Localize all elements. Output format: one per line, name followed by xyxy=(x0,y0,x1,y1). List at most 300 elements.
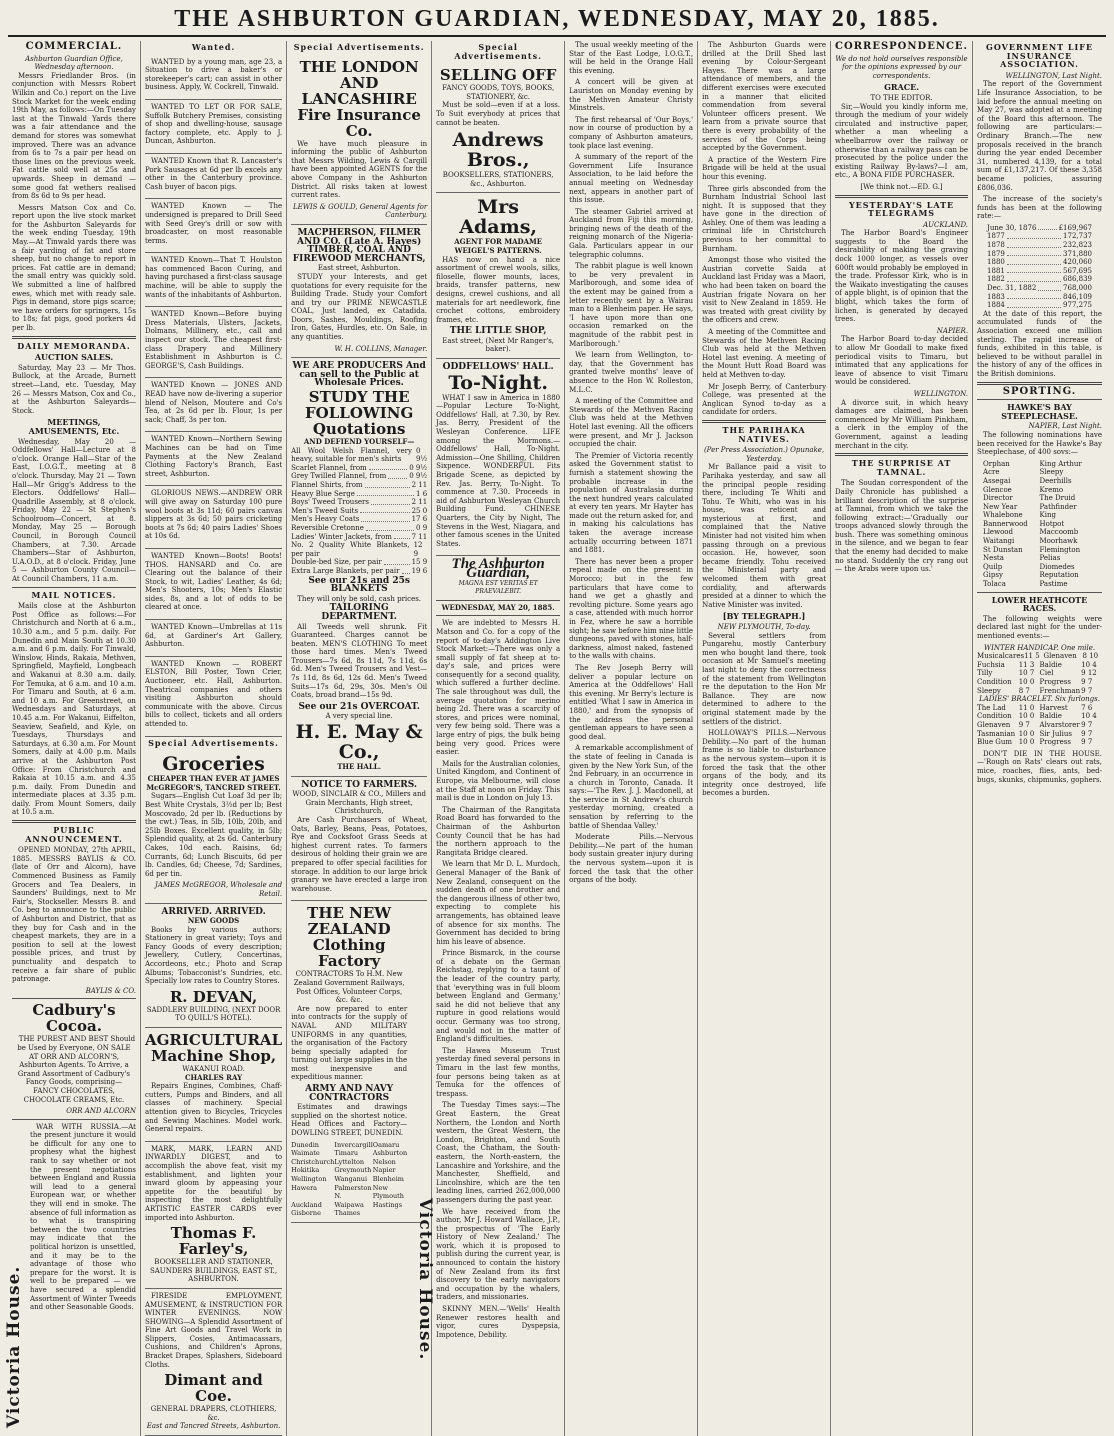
groceries-body: Sugars—English Cut Loaf 3d per lb; Best White Crystals, 3½d per lb; Best Moscovado, 2d per lb. (Reductions by the cwt.) Teas, in 5lb, 10lb, 20lb, and 25lb Boxes. Excellent quality, in 5lb; Splendid quality, at 2s 6d. Canterbury Cakes, 10d each. Raisins, 6d; Currants, 6d; Lunch Biscuits, 6d per lb. Candles, 6d; Cheese, 7d; Sardines, 6d per tin. xyxy=(144,792,283,878)
late-place: NAPIER. xyxy=(936,326,969,335)
editorial-paragraph: We have received from the author, Mr J. Howard Wallace, J.P., the prospectus of 'The Early History of New Zealand.' The work, which it is proposed to publish during the current year, is announced to contain the history of New Zealand from its first discovery to the early navigators and occupation by the whalers, traders, and missionaries. xyxy=(436,1207,561,1302)
groceries-title: Groceries xyxy=(162,753,265,776)
divider xyxy=(12,1119,136,1120)
funds-date: Dec. 31, 1882 xyxy=(987,284,1037,293)
wanted-ad-text: WANTED Known—That T. Houlston has commenced Bacon Curing, and having purchased a first-class sausage machine, will be able to supply the wants of the inhabitants of Ashburton. xyxy=(144,256,283,299)
editorial-paragraph: We are indebted to Messrs H. Matson and Co. for a copy of the report of to-day's Addington Live Stock Market:—There was only a small supply of fat sheep at to-day's sale, and prices were consequently for a second quality, which suffered a further decline. The sale throughout was dull, the average quotation for merino being 2d. There was a scarcity of stores, and prices were nominal, very few being sold. There was a large entry of pigs, the bulk being being very good. Prices were easier. xyxy=(436,619,561,757)
columns xyxy=(4,41,1106,1431)
editorial-paragraph: SKINNY MEN.—'Wells' Health Renewer restores health and vigor, cures Dyspepsia, Impotence, Debility. xyxy=(436,1305,561,1339)
meetings-title: MEETINGS, AMUSEMENTS, Etc. xyxy=(28,417,120,436)
army-title: ARMY AND NAVY CONTRACTORS xyxy=(305,1084,394,1103)
editorial-paragraph: Mails for the Australian colonies, United Kingdom, and Continent of Europe, via Melbourne, will close at the Staff at noon on Friday. This mail is due in London on July 13. xyxy=(436,759,561,803)
shop-name: THE LITTLE SHOP, xyxy=(449,326,547,337)
arrived-sub: NEW GOODS xyxy=(187,916,240,926)
late-body: The Harbor Board to-day decided to allow Mr Goodall to make fixed periodical visits to Timaru, but intimated that any applications for leave of absence to visit Timaru would be considered. xyxy=(835,335,969,387)
funds-row xyxy=(987,267,1092,276)
adams-body: HAS now on hand a nice assortment of crewel wools, silks, filoselle, flower mounts, laces, braids, transfer patterns, new designs, crewel cushions, and all materials for art needlework, fine crochet cottons, embroidery frames, etc. xyxy=(436,255,561,324)
parihaka-body: Mr Ballance paid a visit to Parihaka yesterday, and saw all the principal people residing there, including Te Whiti and Tohu. Te Whiti, who was in his house, was reticent and mysterious at first, and complained that the Native Minister had not visited him when passing through on a previous occasion. He, however, soon became friendly. Tohu received the Ministerial party and welcomed them with great cordiality, and afterwards presided at a dinner to which the Native Minister was invited. xyxy=(702,463,827,609)
news-paragraph: The Rev Joseph Berry will deliver a popular lecture on America at the Oddfellows' Hall this evening. Mr Berry's lecture is entitled 'What I saw in America in 1880,' and from the synopsis of the address the personal gentleman appears to have seen a good deal. xyxy=(569,663,694,741)
mail-body: Mails close at the Ashburton Post Office as follows:—For Christchurch and North at 6 a.m., 10.30 a.m., and 5 p.m. daily. For Dunedin and Main South at 10.30 a.m. and 6 p.m. daily. For Tinwald, Winslow, Hinds, Rakaia, Methven, Springfield, Mayfield, Longbeach and Wakanui at 8.30 a.m. daily. For Temuka, at 6 a.m. and 10 a.m. For Timaru and South, at 6 a.m. and 10 a.m. For Greenstreet, on Wednesdays and Saturdays, at 10.45 a.m. For Wakanui, Eiffelton, Seaview, Seafield, and Kyle, on Tuesdays, Thursdays and Saturdays, at 6.30 a.m. For Mount Somers, daily at 4.00 p.m. Mails arrive at the Ashburton Post Office: From Christchurch and Rakaia at 10.15 a.m. and 4.35 p.m. daily. From Dunedin and intermediate places at 3.35 p.m. daily. From Mount Somers, daily at 10.5 a.m. xyxy=(12,602,136,817)
editorial-paragraph: The Tuesday Times says:—The Great Eastern, the Great Northern, the London and North western, the Great Western, the London, Brighton, and South Coast, the Chatham, the South-eastern, the North-eastern, the Lancashire and Yorkshire, and the Manchester, Sheffield, and Lincolnshire, which are the ten leading lines, carried 262,000,000 passengers during the past year. xyxy=(436,1101,561,1204)
funds-row xyxy=(987,301,1092,310)
horse-weight: 9 7 xyxy=(1081,720,1093,729)
branch-name: Gisborne xyxy=(291,1209,321,1218)
quotation-price: 19 6 xyxy=(411,566,428,575)
paper-motto: MAGNA EST VERITAS ET PRAEVALEBIT. xyxy=(458,579,538,596)
dimant-sub: GENERAL DRAPERS, CLOTHIERS, &c. xyxy=(150,1405,277,1422)
quotation-price: 15 9 xyxy=(411,558,428,567)
quotation-price: 0 9½ xyxy=(409,472,428,481)
wanted-ad xyxy=(145,549,282,620)
branch-name: Hawera xyxy=(291,1183,318,1192)
fire-sign: LEWIS & GOULD, General Agents for Canterbury. xyxy=(292,202,428,220)
timber-body: STUDY your Interests, and get quotations for every requisite for the Building Trade. Study your Comfort and try our PRIME NEWCASTLE COAL, Just landed, ex Catadida. Doors, Sashes, Mouldings, Roofing Iron, Gates, Hurdles, etc. On Sale, in any quantities. xyxy=(291,272,428,342)
funds-date: June 30, 1876 xyxy=(987,223,1037,232)
special-title: Special Advertisements. xyxy=(293,42,425,52)
nomination-name: Gipsy xyxy=(983,571,1003,580)
quotation-item: Men's Tweed Suits xyxy=(291,506,359,515)
timber-sign: W. H. COLLINS, Manager. xyxy=(334,344,428,353)
news-paragraph: A meeting of the Committee and Stewards of the Methven Racing Club was held at the Methven Hotel last evening. A meeting of the Mount Hutt Road Board was held at Methven to-day. xyxy=(702,328,827,379)
hawkes-nominations xyxy=(977,460,1102,589)
late-body: A divorce suit, in which heavy damages are claimed, has been commenced by Mr William Pinkham, a clerk in the employ of the Government, against a leading merchant in the city. xyxy=(835,398,969,450)
dimant-addr: East and Tancred Streets, Ashburton. xyxy=(146,1422,281,1431)
nomination-name: Diomedes xyxy=(1039,562,1075,571)
correspondence-body: Sir,—Would you kindly inform me, through the medium of your widely circulated and instructive paper, whether a man wheeling a wheelbarrow over the railway or otherwise than a railway pass can be prosecuted by the police under the existing Railway By-laws?—I am, etc., A BONA FIDE PURCHASER. xyxy=(835,102,969,180)
horse-name: Baldie xyxy=(1039,712,1062,721)
mail-title: MAIL NOTICES. xyxy=(31,589,117,600)
victoria-house-vertical: Victoria House. xyxy=(415,1198,436,1361)
funds-row xyxy=(987,258,1092,267)
column-7 xyxy=(831,41,973,1436)
weight-row xyxy=(977,704,1102,713)
news-paragraph: Moderate Pills.—Nervous Debility.—Ne part of the human body sustain greater injury during the nervous system—upon it is forced the task that the other organs of the body. xyxy=(569,833,694,885)
quotation-item: Reversible Cretonne xyxy=(291,523,364,532)
farmers-title: NOTICE TO FARMERS. xyxy=(301,779,418,790)
news-paragraph: A practice of the Western Fire Brigade will be held at the usual hour this evening. xyxy=(702,155,827,181)
column-2 xyxy=(141,41,287,1436)
horse-name: Fuchsia xyxy=(977,660,1005,669)
devan-title: R. DEVAN, xyxy=(169,987,258,1006)
quotation-price: 12 9 xyxy=(413,541,423,558)
nomination-name: Pathfinder xyxy=(1039,502,1077,511)
funds-amount: 567,695 xyxy=(1063,266,1092,275)
branch-name: Nelson xyxy=(372,1157,396,1166)
commercial-body-2: Messrs Matson Cox and Co. report upon the live stock market for the Ashburton Saleyards for the week ending Tuesday, 19th May.—At Tinwald yards there was a fair yarding of fat and store sheep, but no change to report in prices. Fat cattle are in demand; the small entry was quickly sold. We submitted a line of halfbred ewes, which met with ready sale. Pigs in demand, store pigs scarce; we have orders for springers, 15s to 18s; fat pigs, good porkers 4d per lb. xyxy=(12,203,136,332)
paper-date: WEDNESDAY, MAY 20, 1885. xyxy=(441,602,555,612)
adams-title: Mrs Adams, xyxy=(459,196,538,239)
news-paragraph: Three girls absconded from the Burnham Industrial School last night. It is supposed that they have gone in the direction of Ashley. One of them was leading a criminal life in Christchurch previous to her committal to Burnham. xyxy=(702,184,827,253)
wanted-ad-text: WANTED TO LET OR FOR SALE, Suffolk Butchery Premises, consisting of shop and dwelling-house, sausage factory complete, etc. Apply to J. Duncan, Ashburton. xyxy=(144,102,283,146)
column-1 xyxy=(4,41,141,1436)
timber-sub: East street, Ashburton. xyxy=(317,264,401,273)
divider xyxy=(436,615,560,616)
divider xyxy=(436,600,560,601)
telegraph-title: [BY TELEGRAPH.] xyxy=(722,611,806,622)
news-paragraph: The rabbit plague is well known to be very prevalent in Marlborough, and some idea of the extent may be gained from a letter recently sent by a Wairau man to a Blenheim paper. He says, 'I have upon more than one occasion remarked on the magnitude of the rabbit pest in Marlborough.' xyxy=(569,262,694,348)
quotation-row xyxy=(291,558,427,567)
news-paragraph: Amongst those who visited the Austrian corvette Saida at Auckland last Friday was a Maori, who had been taken on board the Austrian frigate Novara on her visit to New Zealand in 1859. He was treated with great civility by the officers and crew. xyxy=(702,256,827,325)
selling-sub: FANCY GOODS, TOYS, BOOKS, STATIONERY, &c. xyxy=(442,84,555,101)
branch-name: Hokitika xyxy=(291,1166,320,1175)
weight-row xyxy=(977,669,1102,678)
nomination-name: Bannerwood xyxy=(983,519,1028,528)
nomination-name: St Dunstan xyxy=(983,545,1023,554)
quotation-price: 25 0 xyxy=(411,506,428,515)
tailoring-body: All Tweeds well shrunk. Fit Guaranteed. Charges cannot be beaten. MEN'S CLOTHING To meet those hard times. Men's Tweed Trousers—7s 6d, 8s 11d, 7s 11d, 6s 6d. Men's Tweed Trousers and Vest—7s 11d, 8s 6d, 12s 6d. Men's Tweed Suits—17s 6d, 29s, 30s. Men's Oil Coats, broad brand—15s 9d. xyxy=(291,622,428,700)
horse-name: Musicalcares xyxy=(977,652,1025,661)
may-sub: THE HALL. xyxy=(337,762,382,772)
weight-row xyxy=(977,721,1102,730)
branch-name: Oamaru xyxy=(372,1140,400,1149)
war-body: WAR WITH RUSSIA.—At the present juncture it would be difficult for any one to prophesy what the highest rank to say whether or not the present negotiations between England and Russia will lead to a general European war, or whether they will end in smoke. The absence of full information as to what is transpiring between the two countries may indicate that the political horizon is unsettled, and it may be to the advantage of those who prepare for the worst. It is well to be prepared — we have secured a splendid Assortment of Winter Tweeds and other Seasonable Goods. xyxy=(30,1122,136,1312)
weight-row xyxy=(977,687,1102,696)
leader-dots xyxy=(1007,258,1061,265)
leader-dots xyxy=(1007,275,1061,282)
branch-list xyxy=(291,1141,407,1218)
quotation-item: Flannel Shirts, from xyxy=(291,481,363,489)
weight-row xyxy=(977,712,1102,721)
devan-sub: SADDLERY BUILDING, (NEXT DOOR TO QUILL'S HOTEL). xyxy=(146,1005,281,1023)
nomination-name: Waitangi xyxy=(983,537,1015,546)
govt-body-2: At the date of this report, the accumulated funds of the Association exceed one million sterling. The rapid increase of funds, exhibited in this table, is believed to be without parallel in the history of any of the offices in the British dominions. xyxy=(977,309,1102,378)
correspondence-title: CORRESPONDENCE. xyxy=(835,41,969,52)
wanted-ad-text: WANTED Known—Umbrellas at 11s 6d, at Gardiner's Art Gallery, Ashburton. xyxy=(144,623,283,649)
horse-name: Glenaven xyxy=(1043,652,1077,661)
nomination-name: New Year xyxy=(983,502,1018,511)
branch-name: Greymouth xyxy=(334,1166,372,1175)
horse-weight: 9 7 xyxy=(1081,738,1093,747)
quotation-row xyxy=(291,464,427,473)
late-place: WELLINGTON. xyxy=(913,389,969,398)
memoranda-title: DAILY MEMORANDA. xyxy=(17,340,131,351)
quotation-row xyxy=(291,472,427,481)
nomination-name: King Arthur xyxy=(1039,459,1082,468)
funds-amount: 977,275 xyxy=(1063,301,1092,310)
leader-dots xyxy=(1038,224,1056,231)
nomination-name: Sleepy xyxy=(1039,468,1064,477)
news-paragraph: There has never been a proper repeal made on the present in Morocco; but in the few particulars that have come to hand we get a ghastly and revolting picture. Some years ago a case, attended with much horror in Fez, where he saw a horrible sight; he saw before him nine little dungeons, paved with stones, half-darkness, almost naked, fastened to the walls with chains. xyxy=(569,557,694,661)
leader-dots xyxy=(384,558,410,565)
quotation-item: Boys' Tweed Trousers xyxy=(291,498,369,507)
leader-dots xyxy=(1007,293,1061,300)
leader-dots xyxy=(394,533,410,540)
govt-table-head: The increase of the society's funds has been at the following rate:— xyxy=(977,195,1102,221)
masthead-title: THE ASHBURTON GUARDIAN, WEDNESDAY, MAY 20, 1885. xyxy=(174,6,940,32)
public-sign: BAYLIS & CO. xyxy=(85,986,136,995)
nomination-name: Whalebone xyxy=(983,511,1023,520)
tailoring-title: TAILORING DEPARTMENT. xyxy=(321,603,397,622)
lower-body: The following weights were declared last night for the under-mentioned events:— xyxy=(977,614,1102,640)
news-paragraph: The usual weekly meeting of the Star of the East Lodge, I.O.G.T., will be held in the Orange Hall this evening. xyxy=(569,41,694,75)
horse-name: Tilly xyxy=(977,669,993,678)
quotation-item: No. 2 Quality White Blankets, per pair xyxy=(291,541,410,558)
wanted-ad xyxy=(145,620,282,657)
correspondence-head: GRACE. xyxy=(884,82,919,93)
leader-dots xyxy=(365,481,410,488)
wanted-ad xyxy=(145,199,282,253)
horse-name: Tasmanian xyxy=(977,729,1016,738)
quotation-row xyxy=(291,481,427,490)
quotation-price: 0 9½ xyxy=(415,446,428,464)
divider xyxy=(12,587,136,588)
divider xyxy=(702,420,826,423)
funds-date: 1883 xyxy=(987,292,1005,301)
quotation-row xyxy=(291,533,427,542)
timber-ad xyxy=(291,225,427,358)
leader-dots xyxy=(1007,250,1061,257)
funds-amount: 846,109 xyxy=(1063,292,1092,301)
wanted-ad xyxy=(145,253,282,307)
agri-ad xyxy=(145,1028,282,1142)
dimant-title: Dimant and Coe. xyxy=(164,1371,263,1406)
late-place: AUCKLAND. xyxy=(923,220,969,229)
quotation-price: 2 11 xyxy=(411,498,428,507)
arrived-title: ARRIVED. ARRIVED. xyxy=(161,906,266,917)
column-8 xyxy=(973,41,1106,1436)
govt-body: The report of the Government Life Insurance Association, to be laid before the annual meeting on May 27, was adopted at a meeting of the Board this afternoon. The following are particulars:— Ordinary Branch.—The new proposals received in the branch during the year ended December 31, numbered 4,139, for a total sum of £1,137,217. Of these 3,358 became policies, assuring £806,036. xyxy=(977,80,1102,192)
leader-dots xyxy=(357,490,414,497)
branch-name: Blenheim xyxy=(372,1175,404,1183)
branch-name: Dunedin xyxy=(291,1140,319,1149)
telegraph-body: Several settlers from Pungarehu, mostly Canterbury men who bought land there, took occasion at Mr Samuel's meeting last night to deny the correctness of the statement from Wellington re the deputation to the Hon Mr Ballance. They are now determined to adhere to the original statement made by the settlers of the district. xyxy=(702,631,827,726)
weight-row xyxy=(977,730,1102,739)
ladies-note: DON'T DIE IN THE HOUSE.—'Rough on Rats' clears out rats, mice, roaches, flies, ants, bed-bugs, skunks, chipmunks, gophers. xyxy=(977,749,1102,784)
branch-name: Ashburton xyxy=(372,1149,408,1158)
nomination-name: Hotpot xyxy=(1039,519,1065,528)
funds-date: 1884 xyxy=(987,301,1005,310)
holloway-body: HOLLOWAY'S PILLS.—Nervous Debility.—No part of the human frame is so liable to disturbance as the nervous system—upon it is forced the task that the other organs of the body, and its integrity once destroyed, life becomes a burden. xyxy=(702,729,827,798)
auction-items: Saturday, May 23 — Mr Thos. Bullock, at the Arcade, Burnett street—Land, etc. Tuesday, May 26 — Messrs Matson, Cox and Co., at the Ashburton Saleyards—Stock. xyxy=(12,363,136,415)
leader-dots xyxy=(1038,284,1061,291)
groceries-sign: JAMES McGREGOR, Wholesale and Retail. xyxy=(155,881,283,898)
funds-date: 1878 xyxy=(987,241,1005,250)
leader-dots xyxy=(1007,232,1061,239)
andrews-title: Andrews Bros., xyxy=(452,129,544,172)
overcoat-title: See our 21s OVERCOAT. xyxy=(298,701,420,712)
hall-body: WHAT I saw in America in 1880—Popular Lecture To-Night, Oddfellows' Hall, at 7.30, by Rev. Jas. Berry, President of the Wesleyan Conference. LIFE among the Mormons.—Oddfellows' Hall, To-Night. Admission—One Shilling, Children Sixpence. WONDERFUL Fits Brigade Scene, as depicted by Rev. Jas. Berry, To-Night. To commence at 7.30. Proceeds in aid of Ashburton Wesleyan Church Building Fund. CHINESE Quarters, the City by Night, The Stevens in the West, Niagara, and other famous scenes in the United States. xyxy=(436,393,561,548)
wanted-ad-text: WANTED by a young man, age 23, a Situation to drive a baker's or storekeeper's cart; can assist in other business. Apply, W. Cockrell, Tinwald. xyxy=(144,57,283,92)
quotation-price: 0 9 xyxy=(416,523,428,532)
quotation-item: Ladies' Winter Jackets, from xyxy=(291,532,392,541)
horse-name: Condition xyxy=(977,677,1012,686)
cadbury-body: THE PUREST AND BEST Should be Used by Everyone, ON SALE AT ORR AND ALCORN'S, Ashburton Agents. To Arrive, a Grand Assortment of Cadbury's Fancy Goods, comprising— FANCY CHOCOLATES, CHOCOLATE CREAMS, Etc. xyxy=(17,1035,136,1104)
parihaka-title: THE PARIHAKA NATIVES. xyxy=(722,424,806,444)
agri-sub: WAKANUI ROAD. xyxy=(182,1065,245,1074)
quotation-row xyxy=(291,490,427,499)
editorial-paragraph: Prince Bismarck, in the course of a debate on the German Reichstag, replying to a taunt of the leader of the country party, that 'everything was in full bloom between England and Germany,' said he did not believe that any rupture in good relations would occur. Germany was too strong, and would not in the matter of England's difficulties. xyxy=(436,949,561,1044)
horse-name: Blue Gum xyxy=(977,738,1013,747)
farmers-body: Are Cash Purchasers of Wheat, Oats, Barley, Beans, Peas, Potatoes, Rye and Cocksfoot Grass Seeds at highest current rates. To farmers desirous of holding their grain we are prepared to offer special facilities for storage. In addition to our large brick granary we have erected a large iron warehouse. xyxy=(291,816,428,893)
groceries-ad xyxy=(145,750,282,903)
govt-place: WELLINGTON, Last Night. xyxy=(1005,71,1102,80)
funds-amount: 232,823 xyxy=(1063,241,1092,250)
mark-body: MARK, MARK, LEARN AND INWARDLY DIGEST, and to accomplish the above feat, visit my establishment, and lighten your inward gloom by appeasing your appetite for the beautiful by inspecting the most delightfully ARTISTIC EASTER CARDS ever imported into Ashburton. xyxy=(144,1144,283,1222)
news-paragraph: A summary of the report of the Government Life Insurance Association, to be laid before the annual meeting on Wednesday next, appears in another part of this issue. xyxy=(569,153,694,205)
news-paragraph: The Premier of Victoria recently asked the Government statist to furnish a statement showing the probable increase in the population of Australasia during the next hundred years calculated at every ten years. Mr Hayter has made out the return asked for, and in making his calculations has taken the average increase actually occurring between 1871 and 1881. xyxy=(569,451,694,555)
public-title: PUBLIC ANNOUNCEMENT. xyxy=(25,825,123,844)
meetings-items: Wednesday, May 20 — Oddfellows' Hall—Lecture at 8 o'clock. Orange Hall—Star of the East, I.O.G.T., meeting at 8 o'clock. Thursday, May 21 — Town Hall—Mr Grigg's Address to the Electors. Oddfellows' Hall—Quadrille Assembly, at 8 o'clock. Friday, May 22 — St Stephen's Schoolroom—Concert, at 8. Monday, May 25 — Borough Council, in Borough Council Chambers, at 7.30. Arcade Chambers—Star of Ashburton, U.A.O.D., at 8 o'clock. Friday, June 5 — Ashburton County Council—At Council Chambers, 11 a.m. xyxy=(12,437,136,584)
wanted-ad xyxy=(145,378,282,432)
divider xyxy=(977,592,1102,593)
nomination-name: Orphan xyxy=(983,459,1010,468)
branch-name: Christchurch xyxy=(291,1157,335,1166)
quotation-price: 1 6 xyxy=(416,489,428,498)
quotations-ad xyxy=(291,358,427,776)
horse-weight: 8 10 xyxy=(1082,652,1099,661)
leader-dots xyxy=(1007,267,1061,274)
arrived-ad xyxy=(145,904,282,1029)
wanted-ad xyxy=(145,100,282,154)
quotation-price: 0 9½ xyxy=(409,463,428,472)
funds-amount: 420,060 xyxy=(1063,258,1092,267)
branch-name: Thames xyxy=(334,1209,361,1218)
leader-dots xyxy=(361,515,409,522)
nomination-name: Pastime xyxy=(1039,580,1068,589)
editorial-paragraph: The Chairman of the Rangitata Road Board has forwarded to the Chairman of the Ashburton County Council that he has had the northern approach to the Rangitata Bridge cleared. xyxy=(436,805,561,857)
wanted-ad-text: WANTED Known—Northern Sewing Machines can be had on Time Payments at the New Zealand Clothing Factory's Branch, East street, Ashburton. xyxy=(144,435,283,478)
nomination-name: Assegai xyxy=(983,476,1011,485)
nomination-name: Quilp xyxy=(983,562,1003,571)
news-paragraph: We learn from Wellington, to-day, that the Government has granted twelve months' leave of absence to the Hon W. Rolleston, M.L.C. xyxy=(569,351,694,394)
divider xyxy=(12,336,136,339)
horse-name: Glenaven xyxy=(977,720,1011,729)
quotation-row xyxy=(291,541,427,558)
farley-ad xyxy=(145,1142,282,1289)
sporting-title: SPORTING. xyxy=(1002,385,1077,397)
wanted-ad-text: WANTED Known that R. Lancaster's Pork Sausages at 6d per lb excels any other in the Canterbury province. Cash buyer of bacon pigs. xyxy=(144,156,283,191)
funds-row xyxy=(987,284,1092,293)
branch-name: New Plymouth xyxy=(372,1183,404,1201)
funds-date: 1882 xyxy=(987,275,1005,284)
horse-weight: 11 3 xyxy=(1018,660,1035,669)
shop-addr: East street, (Next Mr Ranger's, baker). xyxy=(442,336,555,354)
hawkes-body: The following nominations have been received for the Hawke's Bay Steeplechase, of 400 sovs:— xyxy=(977,430,1102,457)
cadbury-title: Cadbury's Cocoa. xyxy=(32,1001,116,1036)
column-3 xyxy=(287,41,436,1436)
public-body: OPENED MONDAY, 27th APRIL, 1885. MESSRS BAYLIS & CO. (late of Orr and Alcorn), have Commenced Business as Family Grocers and Tea Dealers, in Saunders' Buildings, next to Mr Fair's, Stockseller. Messrs B. and Co. beg to announce to the public of Ashburton and District, that as they buy for Cash and in the cheapest markets, they are in a position to sell at the lowest possible prices, and trust by punctuality and despatch to receive a fair share of public patronage. xyxy=(12,846,136,984)
commercial-subhead: Ashburton Guardian Office, Wednesday afternoon. xyxy=(25,54,123,72)
farmers-ad xyxy=(291,777,427,902)
wanted-ad-text: WANTED Known — The undersigned is prepared to Drill Seed with Seed Grey's drill or sow with broadcaster, on most reasonable terms. xyxy=(144,202,283,245)
produce-title: WE ARE PRODUCERS And can sell to the Public at Wholesale Prices. xyxy=(292,361,426,389)
agri-name: CHARLES RAY xyxy=(184,1072,243,1082)
wanted-ad xyxy=(145,55,282,100)
funds-amount: £169,967 xyxy=(1058,223,1092,232)
column-6 xyxy=(698,41,831,1436)
govt-funds-table xyxy=(977,224,1102,310)
divider xyxy=(977,399,1102,400)
blankets-title: See our 21s and 25s BLANKETS xyxy=(308,575,410,595)
leader-dots xyxy=(1007,301,1061,308)
ladies-event: LADIES' BRACELET. Six furlongs. xyxy=(979,695,1100,704)
selling-body: Must be sold—even if at a loss. To Suit everybody at prices that cannot be beaten. xyxy=(436,101,561,127)
correspondence-to: TO THE EDITOR. xyxy=(870,93,933,102)
selling-title: SELLING OFF xyxy=(439,66,557,85)
fire-title: THE LONDON AND LANCASHIRE Fire Insurance Co. xyxy=(297,57,421,140)
wanted-ad xyxy=(145,432,282,486)
funds-row xyxy=(987,293,1092,302)
agri-title: AGRICULTURAL Machine Shop, xyxy=(144,1031,283,1066)
govt-title: GOVERNMENT LIFE INSURANCE ASSOCIATION. xyxy=(985,42,1094,70)
nomination-name: Pelias xyxy=(1039,554,1061,563)
news-paragraph: A concert will be given at Lauriston on Monday evening by the Methven Amateur Christy Minstrels. xyxy=(569,78,694,113)
hawkes-place: NAPIER, Last Night. xyxy=(1028,422,1102,431)
may-title: H. E. May & Co., xyxy=(295,721,423,764)
hawkes-title: HAWKE'S BAY STEEPLECHASE. xyxy=(1001,402,1078,421)
horse-name: Progress xyxy=(1039,738,1071,747)
funds-row xyxy=(987,275,1092,284)
funds-date: 1879 xyxy=(987,249,1005,258)
quotation-item: Grey Twilled Flannel, from xyxy=(291,472,387,481)
quotation-row xyxy=(291,498,427,507)
branch-name: Napier xyxy=(372,1166,396,1175)
correspondence-editor: [We think not.—ED. G.] xyxy=(860,182,943,191)
leader-dots xyxy=(366,524,414,531)
selling-ad xyxy=(436,63,560,193)
weight-row xyxy=(977,738,1102,747)
dimant-ad xyxy=(145,1289,282,1436)
funds-row xyxy=(987,232,1092,241)
funds-amount: 686,839 xyxy=(1063,275,1092,284)
wanted-ad xyxy=(145,486,282,549)
horse-weight: 9 7 xyxy=(1018,720,1030,729)
hall-sub: To-Night. xyxy=(448,371,548,394)
divider xyxy=(12,998,136,999)
wanted-ad-text: WANTED Known—Before buying Dress Materials, Ulsters, Jackets, Dolmans, Millinery, etc., call and inspect our stock. The cheapest first-class Drapery and Millinery Establishment in Ashburton is C. GEORGE'S, Cash Buildings. xyxy=(144,310,283,370)
quotation-item: All Wool Welsh Flannel, very heavy, suitable for men's shirts xyxy=(291,446,412,464)
clothing-ad xyxy=(291,901,427,1223)
column-4 xyxy=(432,41,565,1436)
auction-title: AUCTION SALES. xyxy=(34,352,114,363)
horse-name: Ciel xyxy=(1039,669,1054,678)
horse-name: Progress xyxy=(1039,677,1071,686)
fireside-body: FIRESIDE EMPLOYMENT, AMUSEMENT, & INSTRUCTION FOR WINTER EVENINGS. NOW SHOWING—A Splendid Assortment of Fine Art Goods and Travel Work in Slippers, Cosies, Antimacassars, Cushions, and Children's Aprons, Bracket Drapes, Splashers, Sideboard Cloths. xyxy=(144,1291,283,1369)
nomination-name: King xyxy=(1039,511,1056,520)
nomination-name: The Druid xyxy=(1039,494,1076,503)
horse-weight: 10 7 xyxy=(1018,669,1035,678)
branch-name: Auckland xyxy=(291,1200,322,1209)
blankets-sub: They will only be sold, cash prices. xyxy=(297,594,422,603)
weight-row xyxy=(977,652,1102,661)
horse-weight: 11 0 xyxy=(1018,703,1035,712)
nomination-name: Kremo xyxy=(1039,485,1064,494)
groceries-sub: CHEAPER THAN EVER AT JAMES McGREGOR'S, TANCRED STREET. xyxy=(146,774,281,792)
quotations-title: STUDY THE FOLLOWING Quotations xyxy=(305,388,414,439)
leader-dots xyxy=(369,464,408,471)
quotations-sub: AND DEFIEND YOURSELF— xyxy=(303,437,415,447)
editorial-paragraph: The Hawea Museum Trust yesterday fined several persons in Timaru in the last few months, four persons being taken as at Temuka for the offences of trespass. xyxy=(436,1046,561,1098)
quotation-item: Men's Heavy Coats xyxy=(291,515,360,524)
clothing-sub: CONTRACTORS To H.M. New Zealand Government Railways, Post Offices, Volunteer Corps, &c. &c. xyxy=(293,970,405,1005)
branch-name: Timaru xyxy=(334,1149,359,1158)
nomination-name: Glencoe xyxy=(983,485,1012,494)
funds-amount: 768,000 xyxy=(1063,284,1092,293)
wanted-ad-text: WANTED Known — JONES AND READ have now de-livering a superior blend of Nelson, Moutere and Co's Tea, at 2s 6d per lb. Flour, 1s per sack; Chaff, 3s per ton. xyxy=(144,381,283,424)
horse-weight: 10 0 xyxy=(1018,738,1035,747)
funds-row xyxy=(987,250,1092,259)
leader-dots xyxy=(402,567,410,574)
horse-weight: 9 12 xyxy=(1081,669,1097,678)
horse-weight: 10 4 xyxy=(1081,712,1097,721)
timber-title: MACPHERSON, FILMER AND CO. (Late A. Hayes) TIMBER, COAL AND FIREWOOD MERCHANTS, xyxy=(292,227,426,264)
quotation-price: 2 11 xyxy=(411,481,428,489)
divider xyxy=(12,820,136,823)
horse-weight: 9 7 xyxy=(1081,729,1093,738)
lower-weights xyxy=(977,652,1102,695)
funds-amount: 172,737 xyxy=(1063,232,1092,241)
lower-title: LOWER HEATHCOTE RACES. xyxy=(991,594,1088,614)
